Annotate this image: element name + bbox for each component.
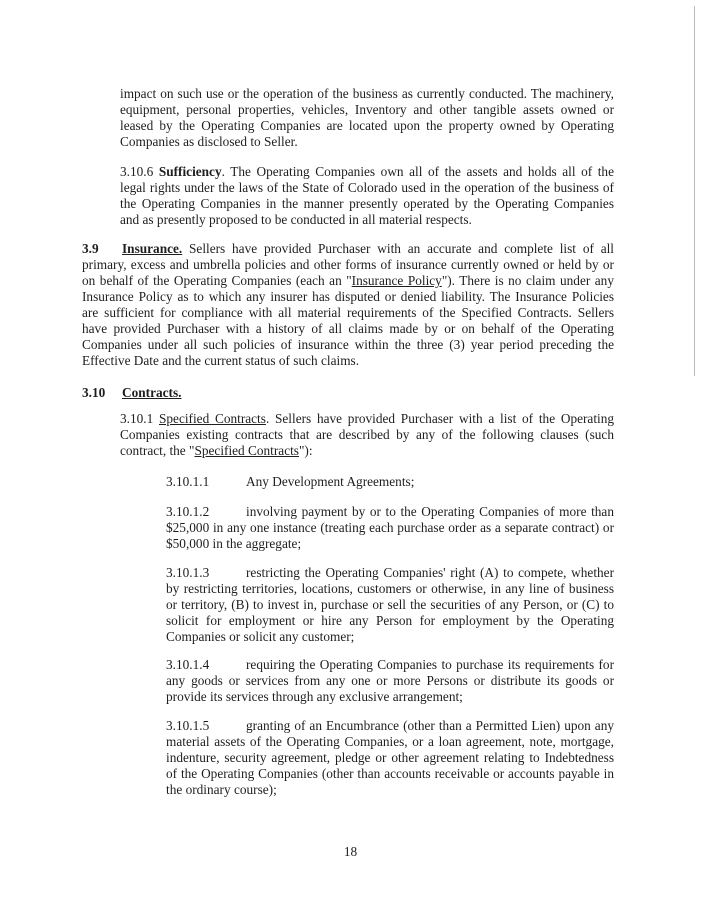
text-line: Companies existing contracts that are described by any of the following clauses (such (120, 427, 614, 442)
text-line: and as presently proposed to be conducted in all material respects. (120, 212, 472, 227)
text-line: the ordinary course); (166, 782, 277, 797)
page-number: 18 (343, 844, 358, 859)
clause-number: 3.10.1.5 (166, 718, 210, 733)
text-run: involving payment by or to the Operating Companies of more than (246, 504, 614, 519)
text-run: on behalf of the Operating Companies (each an " (82, 273, 352, 288)
text-line: of the Operating Companies (other than accounts receivable or accounts payable in (166, 766, 614, 781)
text-line: are sufficient for compliance with all material requirements of the Specified Contracts. Sellers (82, 305, 614, 320)
section-number: 3.10 (82, 385, 106, 400)
clause-3-10-1-2 (166, 504, 614, 552)
text-run: . The Operating Companies own all of the assets and holds all of the (221, 164, 614, 179)
paragraph-continuation (120, 86, 614, 150)
text-line: provide its services through any exclusive arrangement; (166, 689, 463, 704)
section-heading: Insurance. (122, 241, 183, 256)
clause-number: 3.10.1.2 (166, 504, 210, 519)
text-run: . Sellers have provided Purchaser with a list of the Operating (265, 411, 615, 426)
text-line: leased by the Operating Companies are located upon the property owned by Operating (120, 118, 614, 133)
clause-3-10-1-1 (166, 474, 614, 490)
section-number: 3.9 (82, 241, 99, 256)
text-line: material assets of the Operating Companies, or a loan agreement, note, mortgage, (166, 734, 614, 749)
text-line: equipment, personal properties, vehicles, Inventory and other tangible assets owned or (120, 102, 614, 117)
text-line: impact on such use or the operation of the business as currently conducted. The machinery, (120, 86, 614, 101)
clause-3-10-1-4 (166, 657, 614, 705)
text-line: legal rights under the laws of the State of Colorado used in the operation of the business of (120, 180, 614, 195)
section-3-10-1-specified-contracts (120, 411, 614, 459)
text-line: indenture, security agreement, pledge or other agreement relating to Indebtedness (166, 750, 614, 765)
text-line: solicit for employment or hire any Person for employment by the Operating (166, 613, 614, 628)
clause-number: 3.10.1.1 (166, 474, 210, 489)
text-line: have provided Purchaser with a history of all claims made by or on behalf of the Operating (82, 321, 614, 336)
clause-number: 3.10.1.4 (166, 657, 210, 672)
text-run: Sellers have provided Purchaser with an accurate and complete list of all (182, 241, 614, 256)
text-run: restricting the Operating Companies' right (A) to compete, whether (246, 565, 614, 580)
text-line: $50,000 in the aggregate; (166, 536, 302, 551)
text-line: primary, excess and umbrella policies and other forms of insurance currently owned or held by or (82, 257, 614, 272)
section-3-10-6-sufficiency (120, 164, 614, 228)
clause-3-10-1-5 (166, 718, 614, 798)
clause-number: 3.10.1.3 (166, 565, 210, 580)
text-run: requiring the Operating Companies to purchase its requirements for (246, 657, 614, 672)
section-heading: Specified Contracts (159, 411, 266, 426)
page-edge-line (694, 6, 695, 376)
section-3-9-insurance (82, 241, 614, 369)
text-run: "): (298, 443, 313, 458)
defined-term-insurance-policy: Insurance Policy (351, 273, 442, 288)
text-line: by restricting territories, locations, customers or otherwise, in any line of business (166, 581, 614, 596)
text-line: Insurance Policy as to which any insurer has disputed or denied liability. The Insurance Policies (82, 289, 614, 304)
text-run: Any Development Agreements; (246, 474, 415, 489)
defined-term-specified-contracts: Specified Contracts (194, 443, 299, 458)
text-line: Effective Date and the current status of such claims. (82, 353, 360, 368)
clause-3-10-1-3 (166, 565, 614, 645)
text-run: contract, the " (120, 443, 195, 458)
text-line: Companies as disclosed to Seller. (120, 134, 298, 149)
section-number: 3.10.6 (120, 164, 154, 179)
text-run: granting of an Encumbrance (other than a Permitted Lien) upon any (246, 718, 614, 733)
section-heading: Contracts. (122, 385, 182, 400)
text-line: Companies under all such policies of insurance within the three (3) year period preceding the (82, 337, 614, 352)
text-line: or territory, (B) to invest in, purchase or sell the securities of any Person, or (C) to (166, 597, 614, 612)
text-run: "). There is no claim under any (441, 273, 614, 288)
text-line: the Operating Companies in the manner presently operated by the Operating Companies (120, 196, 614, 211)
section-heading: Sufficiency (158, 164, 222, 179)
section-3-10-contracts (82, 385, 181, 401)
section-number: 3.10.1 (120, 411, 154, 426)
text-line: Companies or solicit any customer; (166, 629, 355, 644)
text-line: any goods or services from any one or more Persons or distribute its goods or (166, 673, 614, 688)
text-line: $25,000 in any one instance (treating each purchase order as a separate contract) or (166, 520, 614, 535)
